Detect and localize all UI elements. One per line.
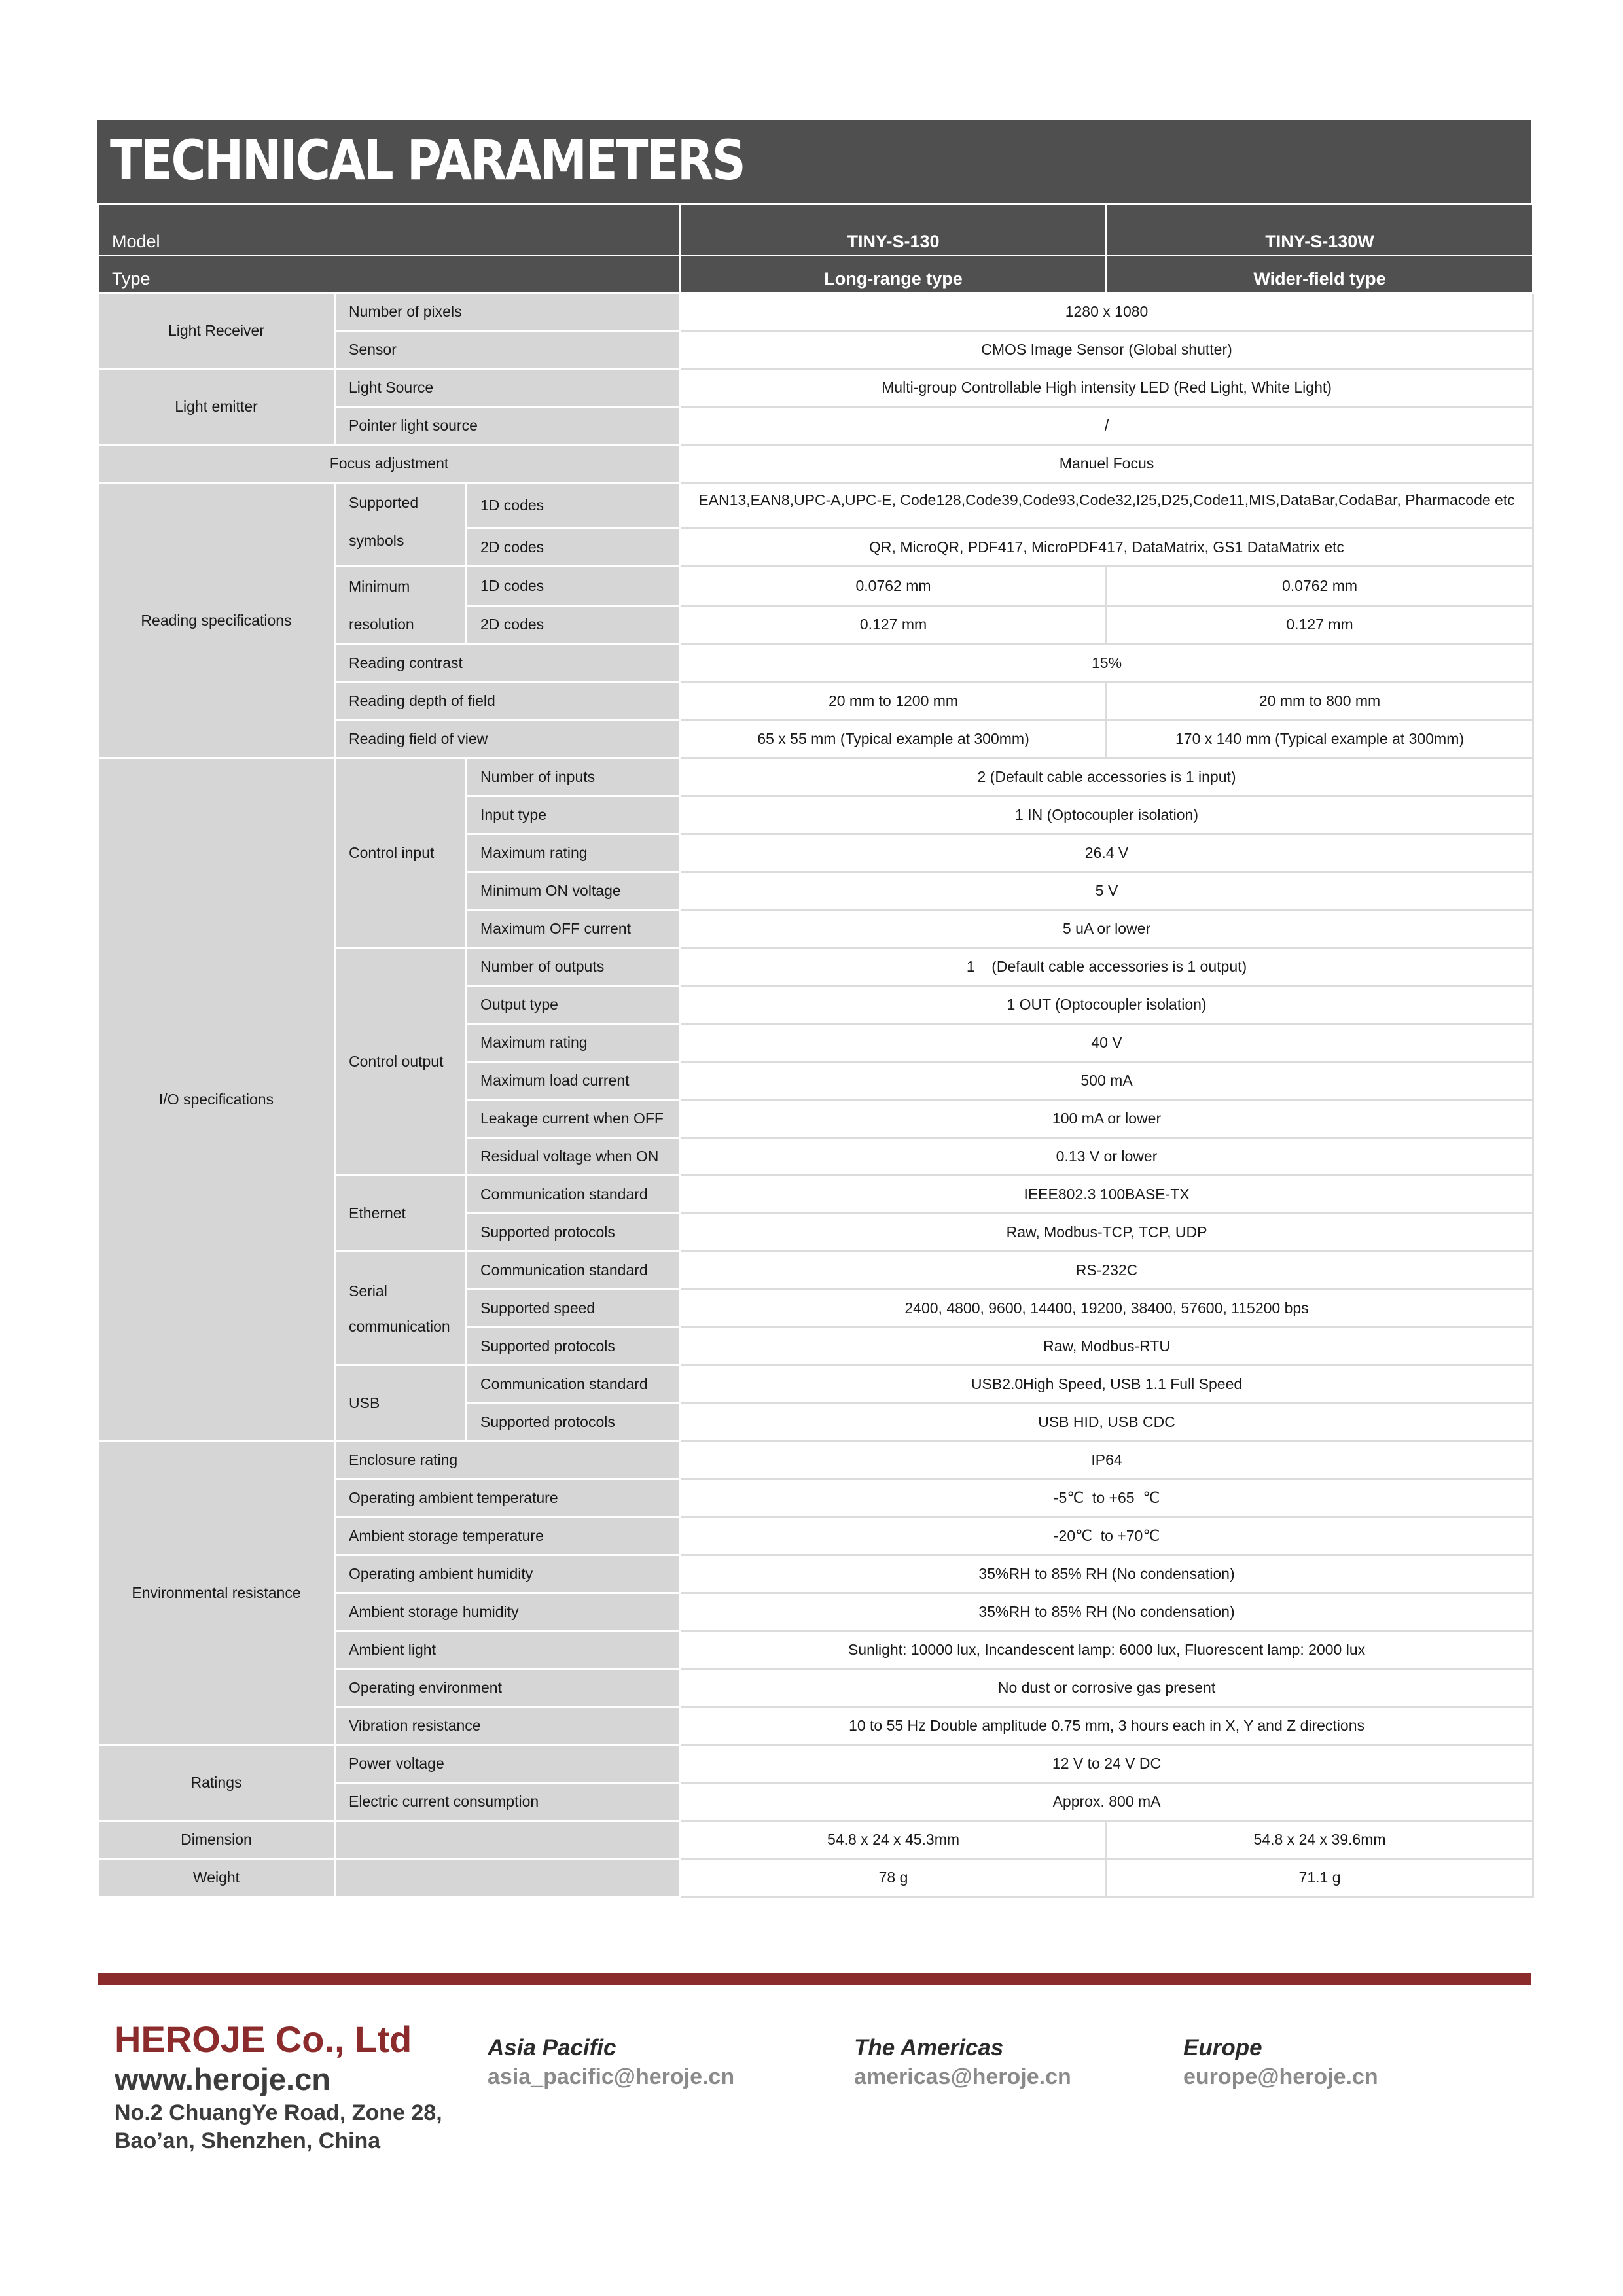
- row-value: 10 to 55 Hz Double amplitude 0.75 mm, 3 hours each in X, Y and Z directions: [681, 1707, 1533, 1745]
- row-label: Vibration resistance: [335, 1707, 681, 1745]
- row-value: 12 V to 24 V DC: [681, 1745, 1533, 1783]
- table-row: [98, 758, 1533, 796]
- row-sublabel: 1D codes: [467, 567, 681, 606]
- region-name: The Americas: [854, 2035, 1004, 2060]
- region-email[interactable]: asia_pacific@heroje.cn: [488, 2064, 735, 2089]
- row-sublabel: Leakage current when OFF: [467, 1100, 681, 1138]
- region-email[interactable]: americas@heroje.cn: [854, 2064, 1071, 2089]
- row-label: Ambient storage temperature: [335, 1517, 681, 1555]
- type-row: [98, 256, 1533, 293]
- row-value: 0.127 mm: [681, 605, 1107, 645]
- address-line: No.2 ChuangYe Road, Zone 28,: [115, 2100, 442, 2125]
- row-value: Raw, Modbus-RTU: [681, 1328, 1533, 1366]
- row-label: Enclosure rating: [335, 1441, 681, 1479]
- row-sublabel: Minimum ON voltage: [467, 872, 681, 910]
- row-label: Electric current consumption: [335, 1783, 681, 1821]
- table-row: [98, 483, 1533, 529]
- row-value: 35%RH to 85% RH (No condensation): [681, 1593, 1533, 1631]
- table-row: [98, 293, 1533, 331]
- row-value: 0.0762 mm: [1107, 567, 1533, 606]
- label-line: communication: [349, 1317, 450, 1335]
- row-value: USB HID, USB CDC: [681, 1404, 1533, 1441]
- row-value: Manuel Focus: [681, 445, 1533, 483]
- group-focus: Focus adjustment: [98, 445, 681, 483]
- row-sublabel: Supported protocols: [467, 1328, 681, 1366]
- row-value: 5 uA or lower: [681, 910, 1533, 948]
- row-label: Power voltage: [335, 1745, 681, 1783]
- title-bar: [97, 120, 1531, 203]
- row-value: 0.0762 mm: [681, 567, 1107, 606]
- row-sublabel: Output type: [467, 986, 681, 1024]
- row-sublabel: Maximum rating: [467, 834, 681, 872]
- row-sublabel: Supported protocols: [467, 1404, 681, 1441]
- group-dimension: Dimension: [98, 1821, 335, 1859]
- table-row: [98, 1859, 1533, 1897]
- group-light-emitter: Light emitter: [98, 369, 335, 445]
- row-value: 1 (Default cable accessories is 1 output): [681, 948, 1533, 986]
- label-line: Serial: [349, 1282, 387, 1299]
- ethernet-label: Ethernet: [335, 1176, 467, 1252]
- row-value: 5 V: [681, 872, 1533, 910]
- model-name: TINY-S-130W: [1107, 204, 1533, 256]
- row-value: 54.8 x 24 x 39.6mm: [1107, 1821, 1533, 1859]
- row-label: Light Source: [335, 369, 681, 407]
- type-name: Wider-field type: [1107, 256, 1533, 293]
- row-sublabel: Supported speed: [467, 1290, 681, 1328]
- row-sublabel: Number of outputs: [467, 948, 681, 986]
- row-label: Operating environment: [335, 1669, 681, 1707]
- row-value: 100 mA or lower: [681, 1100, 1533, 1138]
- row-value: USB2.0High Speed, USB 1.1 Full Speed: [681, 1366, 1533, 1404]
- row-sublabel: Number of inputs: [467, 758, 681, 796]
- row-sublabel: Supported protocols: [467, 1214, 681, 1252]
- row-label: Ambient storage humidity: [335, 1593, 681, 1631]
- group-reading: Reading specifications: [98, 483, 335, 758]
- row-value: 15%: [681, 645, 1533, 682]
- group-weight: Weight: [98, 1859, 335, 1897]
- row-value: IEEE802.3 100BASE-TX: [681, 1176, 1533, 1214]
- control-output-label: Control output: [335, 948, 467, 1176]
- row-value: RS-232C: [681, 1252, 1533, 1290]
- row-value: -20℃ to +70℃: [681, 1517, 1533, 1555]
- row-label: Ambient light: [335, 1631, 681, 1669]
- type-label: Type: [98, 256, 681, 293]
- model-row: [98, 204, 1533, 256]
- row-value: Sunlight: 10000 lux, Incandescent lamp: 6000 lux, Fluorescent lamp: 2000 lux: [681, 1631, 1533, 1669]
- type-name: Long-range type: [681, 256, 1107, 293]
- min-resolution-label: [335, 567, 467, 645]
- label-line: Minimum: [349, 578, 410, 595]
- model-name: TINY-S-130: [681, 204, 1107, 256]
- row-sublabel: Communication standard: [467, 1176, 681, 1214]
- empty-cell: [335, 1821, 681, 1859]
- footer-divider: [98, 1973, 1531, 1985]
- table-row: [98, 1821, 1533, 1859]
- empty-cell: [335, 1859, 681, 1897]
- row-value: Multi-group Controllable High intensity LED (Red Light, White Light): [681, 369, 1533, 407]
- row-value: 2 (Default cable accessories is 1 input): [681, 758, 1533, 796]
- row-value: IP64: [681, 1441, 1533, 1479]
- row-value: Approx. 800 mA: [681, 1783, 1533, 1821]
- group-ratings: Ratings: [98, 1745, 335, 1821]
- row-value: 26.4 V: [681, 834, 1533, 872]
- row-sublabel: Maximum rating: [467, 1024, 681, 1062]
- usb-label: USB: [335, 1366, 467, 1441]
- row-value: No dust or corrosive gas present: [681, 1669, 1533, 1707]
- row-value: /: [681, 407, 1533, 445]
- row-label: Operating ambient temperature: [335, 1479, 681, 1517]
- row-value: EAN13,EAN8,UPC-A,UPC-E, Code128,Code39,Code93,Code32,I25,D25,Code11,MIS,DataBar,CodaBar, Pharmacode etc: [681, 483, 1533, 529]
- table-row: [98, 369, 1533, 407]
- row-value: QR, MicroQR, PDF417, MicroPDF417, DataMatrix, GS1 DataMatrix etc: [681, 529, 1533, 567]
- row-value: 40 V: [681, 1024, 1533, 1062]
- row-value: 1 OUT (Optocoupler isolation): [681, 986, 1533, 1024]
- model-label: Model: [98, 204, 681, 256]
- row-label: Pointer light source: [335, 407, 681, 445]
- group-io: I/O specifications: [98, 758, 335, 1441]
- row-value: CMOS Image Sensor (Global shutter): [681, 331, 1533, 369]
- row-value: 71.1 g: [1107, 1859, 1533, 1897]
- row-sublabel: Maximum load current: [467, 1062, 681, 1100]
- row-sublabel: 1D codes: [467, 483, 681, 529]
- page-title: TECHNICAL PARAMETERS: [110, 128, 745, 192]
- row-label: Sensor: [335, 331, 681, 369]
- row-value: Raw, Modbus-TCP, TCP, UDP: [681, 1214, 1533, 1252]
- company-name: HEROJE Co., Ltd: [115, 2019, 412, 2060]
- row-value: 20 mm to 1200 mm: [681, 682, 1107, 720]
- table-row: [98, 1745, 1533, 1783]
- row-label: Reading depth of field: [335, 682, 681, 720]
- row-value: 0.127 mm: [1107, 605, 1533, 645]
- row-sublabel: 2D codes: [467, 529, 681, 567]
- row-value: -5℃ to +65 ℃: [681, 1479, 1533, 1517]
- row-value: 0.13 V or lower: [681, 1138, 1533, 1176]
- row-label: Reading field of view: [335, 720, 681, 758]
- row-sublabel: Input type: [467, 796, 681, 834]
- label-line: symbols: [349, 532, 404, 549]
- row-sublabel: Communication standard: [467, 1366, 681, 1404]
- serial-label: [335, 1252, 467, 1366]
- supported-symbols-label: [335, 483, 467, 567]
- row-label: Number of pixels: [335, 293, 681, 331]
- row-value: 500 mA: [681, 1062, 1533, 1100]
- row-sublabel: Communication standard: [467, 1252, 681, 1290]
- row-value: 170 x 140 mm (Typical example at 300mm): [1107, 720, 1533, 758]
- table-row: [98, 1441, 1533, 1479]
- row-value: 65 x 55 mm (Typical example at 300mm): [681, 720, 1107, 758]
- table-row: [98, 445, 1533, 483]
- group-light-receiver: Light Receiver: [98, 293, 335, 369]
- row-label: Operating ambient humidity: [335, 1555, 681, 1593]
- row-value: 35%RH to 85% RH (No condensation): [681, 1555, 1533, 1593]
- website-link[interactable]: www.heroje.cn: [115, 2062, 330, 2096]
- row-value: 1280 x 1080: [681, 293, 1533, 331]
- spec-table: [97, 203, 1534, 1898]
- row-sublabel: Maximum OFF current: [467, 910, 681, 948]
- row-value: 54.8 x 24 x 45.3mm: [681, 1821, 1107, 1859]
- group-environment: Environmental resistance: [98, 1441, 335, 1745]
- row-value: 1 IN (Optocoupler isolation): [681, 796, 1533, 834]
- row-value: 20 mm to 800 mm: [1107, 682, 1533, 720]
- region-name: Asia Pacific: [488, 2035, 616, 2060]
- label-line: Supported: [349, 494, 419, 511]
- row-label: Reading contrast: [335, 645, 681, 682]
- region-name: Europe: [1183, 2035, 1262, 2060]
- address-line: Bao’an, Shenzhen, China: [115, 2128, 381, 2153]
- row-value: 2400, 4800, 9600, 14400, 19200, 38400, 57600, 115200 bps: [681, 1290, 1533, 1328]
- row-sublabel: Residual voltage when ON: [467, 1138, 681, 1176]
- label-line: resolution: [349, 616, 414, 633]
- row-value: 78 g: [681, 1859, 1107, 1897]
- control-input-label: Control input: [335, 758, 467, 948]
- region-email[interactable]: europe@heroje.cn: [1183, 2064, 1378, 2089]
- row-sublabel: 2D codes: [467, 605, 681, 645]
